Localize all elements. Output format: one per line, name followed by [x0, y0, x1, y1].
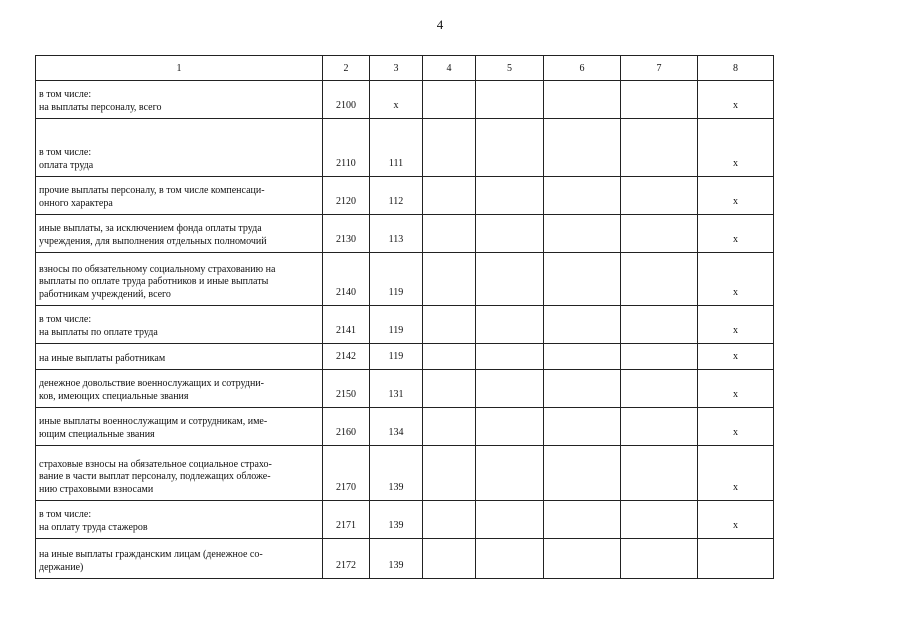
- empty-value-cell: [476, 253, 544, 306]
- row-name-line: на иные выплаты гражданским лицам (денежное со-: [39, 549, 263, 560]
- table-row: [36, 81, 774, 119]
- row-kosgu-cell: 119: [370, 253, 423, 306]
- empty-value-cell: [423, 119, 476, 177]
- empty-value-cell: [544, 119, 621, 177]
- row-name-line: прочие выплаты персоналу, в том числе компенсаци-: [39, 185, 265, 196]
- row-name-cell: [36, 81, 323, 119]
- row-name-line: на выплаты по оплате труда: [39, 326, 158, 338]
- financial-form-table: [35, 55, 774, 579]
- row-col8-cell: x: [698, 446, 774, 501]
- row-name-line: иные выплаты военнослужащим и сотрудникам, име-: [39, 416, 268, 427]
- empty-value-cell: [621, 370, 698, 408]
- row-name-line: ков, имеющих специальные звания: [39, 390, 189, 402]
- empty-value-cell: [476, 344, 544, 370]
- column-header: 4: [423, 56, 476, 81]
- empty-value-cell: [621, 215, 698, 253]
- column-header: 3: [370, 56, 423, 81]
- empty-value-cell: [423, 344, 476, 370]
- row-col8-cell: x: [698, 501, 774, 539]
- table-row: [36, 344, 774, 370]
- row-name-line: ющим специальные звания: [39, 428, 155, 440]
- row-code-cell: 2110: [323, 119, 370, 177]
- column-header: 5: [476, 56, 544, 81]
- empty-value-cell: [423, 501, 476, 539]
- empty-value-cell: [544, 370, 621, 408]
- row-name-cell: [36, 119, 323, 177]
- table-row: [36, 306, 774, 344]
- row-col8-cell: x: [698, 306, 774, 344]
- empty-value-cell: [423, 539, 476, 579]
- empty-value-cell: [476, 446, 544, 501]
- row-col8-cell: x: [698, 408, 774, 446]
- column-header: 7: [621, 56, 698, 81]
- table-body: [36, 81, 774, 579]
- row-kosgu-cell: x: [370, 81, 423, 119]
- row-code-cell: 2160: [323, 408, 370, 446]
- table-row: [36, 177, 774, 215]
- empty-value-cell: [544, 177, 621, 215]
- empty-value-cell: [544, 446, 621, 501]
- row-col8-cell: x: [698, 370, 774, 408]
- empty-value-cell: [476, 408, 544, 446]
- row-kosgu-cell: 111: [370, 119, 423, 177]
- empty-value-cell: [476, 215, 544, 253]
- empty-value-cell: [544, 306, 621, 344]
- row-name-line: взносы по обязательному социальному страхованию на: [39, 263, 276, 275]
- row-name-line: нию страховыми взносами: [39, 483, 154, 495]
- row-code-cell: 2141: [323, 306, 370, 344]
- empty-value-cell: [544, 344, 621, 370]
- table-row: [36, 501, 774, 539]
- empty-value-cell: [423, 446, 476, 501]
- empty-value-cell: [423, 81, 476, 119]
- row-col8-cell: x: [698, 344, 774, 370]
- row-kosgu-cell: 139: [370, 501, 423, 539]
- empty-value-cell: [621, 501, 698, 539]
- empty-value-cell: [621, 408, 698, 446]
- table-row: [36, 408, 774, 446]
- empty-value-cell: [476, 539, 544, 579]
- row-name-cell: [36, 253, 323, 306]
- empty-value-cell: [423, 177, 476, 215]
- empty-value-cell: [423, 215, 476, 253]
- row-name-line: работникам учреждений, всего: [39, 288, 171, 300]
- row-name-cell: [36, 177, 323, 215]
- empty-value-cell: [423, 253, 476, 306]
- row-code-cell: 2150: [323, 370, 370, 408]
- table-row: [36, 370, 774, 408]
- empty-value-cell: [544, 408, 621, 446]
- row-name-cell: [36, 306, 323, 344]
- row-kosgu-cell: 139: [370, 446, 423, 501]
- empty-value-cell: [621, 446, 698, 501]
- row-name-cell: [36, 446, 323, 501]
- empty-value-cell: [544, 501, 621, 539]
- row-name-cell: [36, 344, 323, 370]
- row-name-cell: [36, 370, 323, 408]
- empty-value-cell: [544, 81, 621, 119]
- row-name-line: вание в части выплат персоналу, подлежащих обложе-: [39, 471, 271, 482]
- row-col8-cell: [698, 539, 774, 579]
- empty-value-cell: [621, 539, 698, 579]
- empty-value-cell: [621, 306, 698, 344]
- row-kosgu-cell: 131: [370, 370, 423, 408]
- row-kosgu-cell: 113: [370, 215, 423, 253]
- empty-value-cell: [621, 344, 698, 370]
- empty-value-cell: [621, 81, 698, 119]
- row-code-cell: 2120: [323, 177, 370, 215]
- table-row: [36, 539, 774, 579]
- empty-value-cell: [423, 408, 476, 446]
- table-row: [36, 215, 774, 253]
- row-name-line: в том числе:: [39, 89, 92, 100]
- empty-value-cell: [423, 306, 476, 344]
- empty-value-cell: [423, 370, 476, 408]
- row-name-line: в том числе:: [39, 509, 92, 520]
- row-col8-cell: x: [698, 119, 774, 177]
- row-name-cell: [36, 215, 323, 253]
- row-code-cell: 2142: [323, 344, 370, 370]
- row-name-line: на иные выплаты работникам: [39, 352, 166, 364]
- row-code-cell: 2100: [323, 81, 370, 119]
- empty-value-cell: [476, 306, 544, 344]
- row-name-line: страховые взносы на обязательное социальное страхо-: [39, 458, 272, 470]
- row-name-cell: [36, 408, 323, 446]
- row-name-line: в том числе:: [39, 147, 92, 158]
- empty-value-cell: [544, 539, 621, 579]
- row-col8-cell: x: [698, 177, 774, 215]
- row-name-line: в том числе:: [39, 314, 92, 325]
- column-header: 6: [544, 56, 621, 81]
- row-name-line: онного характера: [39, 197, 113, 209]
- row-kosgu-cell: 119: [370, 306, 423, 344]
- row-col8-cell: x: [698, 81, 774, 119]
- table-row: [36, 253, 774, 306]
- row-name-line: на оплату труда стажеров: [39, 521, 148, 533]
- row-kosgu-cell: 112: [370, 177, 423, 215]
- row-kosgu-cell: 119: [370, 344, 423, 370]
- row-code-cell: 2130: [323, 215, 370, 253]
- row-kosgu-cell: 134: [370, 408, 423, 446]
- row-col8-cell: x: [698, 215, 774, 253]
- table-row: [36, 446, 774, 501]
- row-name-line: денежное довольствие военнослужащих и сотрудни-: [39, 378, 264, 389]
- empty-value-cell: [476, 177, 544, 215]
- empty-value-cell: [544, 253, 621, 306]
- row-name-line: иные выплаты, за исключением фонда оплаты труда: [39, 223, 262, 234]
- empty-value-cell: [476, 119, 544, 177]
- row-name-cell: [36, 501, 323, 539]
- empty-value-cell: [476, 81, 544, 119]
- row-name-line: держание): [39, 561, 84, 573]
- empty-value-cell: [621, 119, 698, 177]
- row-name-line: на выплаты персоналу, всего: [39, 101, 162, 113]
- row-name-line: учреждения, для выполнения отдельных полномочий: [39, 235, 267, 247]
- row-kosgu-cell: 139: [370, 539, 423, 579]
- row-name-line: выплаты по оплате труда работников и иные выплаты: [39, 276, 269, 287]
- empty-value-cell: [476, 370, 544, 408]
- empty-value-cell: [476, 501, 544, 539]
- page-number: 4: [436, 17, 444, 32]
- column-header: 2: [323, 56, 370, 81]
- column-header: 1: [36, 56, 323, 81]
- table-row: [36, 119, 774, 177]
- column-header: 8: [698, 56, 774, 81]
- row-code-cell: 2171: [323, 501, 370, 539]
- row-col8-cell: x: [698, 253, 774, 306]
- row-code-cell: 2170: [323, 446, 370, 501]
- empty-value-cell: [621, 253, 698, 306]
- empty-value-cell: [621, 177, 698, 215]
- row-code-cell: 2172: [323, 539, 370, 579]
- row-name-cell: [36, 539, 323, 579]
- header-row: [36, 56, 774, 81]
- empty-value-cell: [544, 215, 621, 253]
- row-code-cell: 2140: [323, 253, 370, 306]
- row-name-line: оплата труда: [39, 159, 94, 171]
